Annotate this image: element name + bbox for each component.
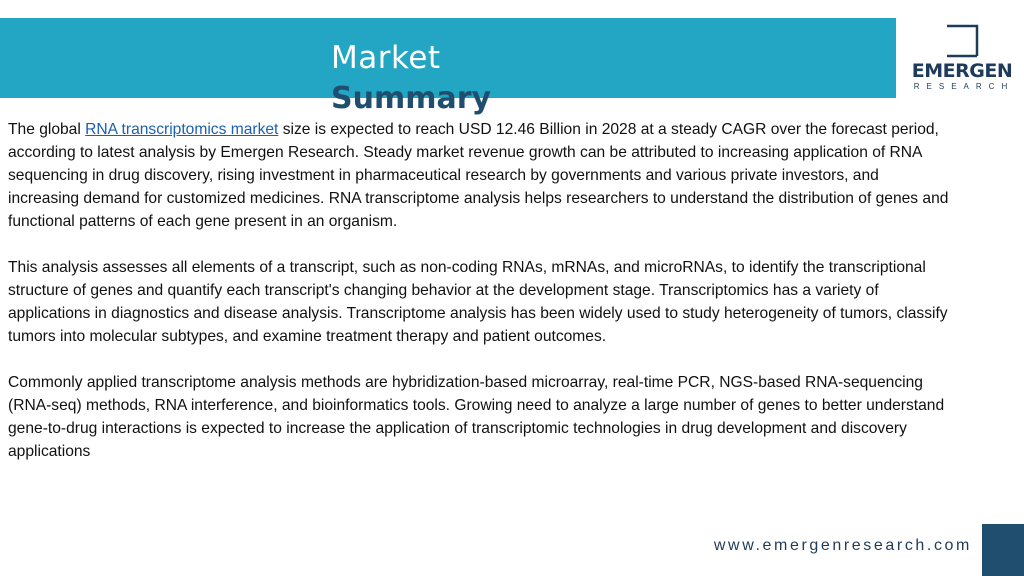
logo-name: EMERGEN bbox=[911, 60, 1013, 82]
square-bracket-logo-icon bbox=[945, 24, 979, 58]
rna-transcriptomics-market-link[interactable]: RNA transcriptomics market bbox=[85, 121, 279, 138]
paragraph-1-intro: The global bbox=[8, 121, 86, 138]
website-url: www.emergenresearch.com bbox=[713, 537, 972, 554]
paragraph-2: This analysis assesses all elements of a transcript, such as non-coding RNAs, mRNAs, and microRNAs, to identify the transcriptional structure of genes and quantify each transcript's changing behavior at the development stage. Transcriptomics has a variety of applications in diagnostics and disease analysis. Transcriptome analysis has been widely used to study heterogeneity of tumors, classify tumors into molecular subtypes, and examine treatment therapy and patient outcomes. bbox=[8, 259, 948, 345]
paragraph-1 bbox=[8, 118, 953, 233]
page-title-market: Market bbox=[331, 40, 441, 76]
corner-accent-block bbox=[982, 524, 1024, 576]
paragraph-3: Commonly applied transcriptome analysis methods are hybridization-based microarray, real-time PCR, NGS-based RNA-sequencing (RNA-seq) methods, RNA interference, and bioinformatics tools. Growing need to analyze a large number of genes to better understand gene-to-drug interactions is expected to increase the application of transcriptomic technologies in drug development and discovery applications bbox=[8, 374, 945, 460]
emergen-research-logo bbox=[906, 22, 1018, 94]
logo-subtitle: RESEARCH bbox=[913, 82, 1015, 91]
page-title-summary: Summary bbox=[331, 81, 492, 116]
paragraph-1-rest: size is expected to reach USD 12.46 Billion in 2028 at a steady CAGR over the forecast period, according to latest analysis by Emergen Research. Steady market revenue growth can be attributed to increasing application of RNA sequencing in drug discovery, rising investment in pharmaceutical research by governments and various private investors, and increasing demand for customized medicines. RNA transcriptome analysis helps researchers to understand the distribution of genes and functional patterns of each gene present in an organism. bbox=[8, 121, 949, 230]
summary-body bbox=[8, 118, 953, 486]
